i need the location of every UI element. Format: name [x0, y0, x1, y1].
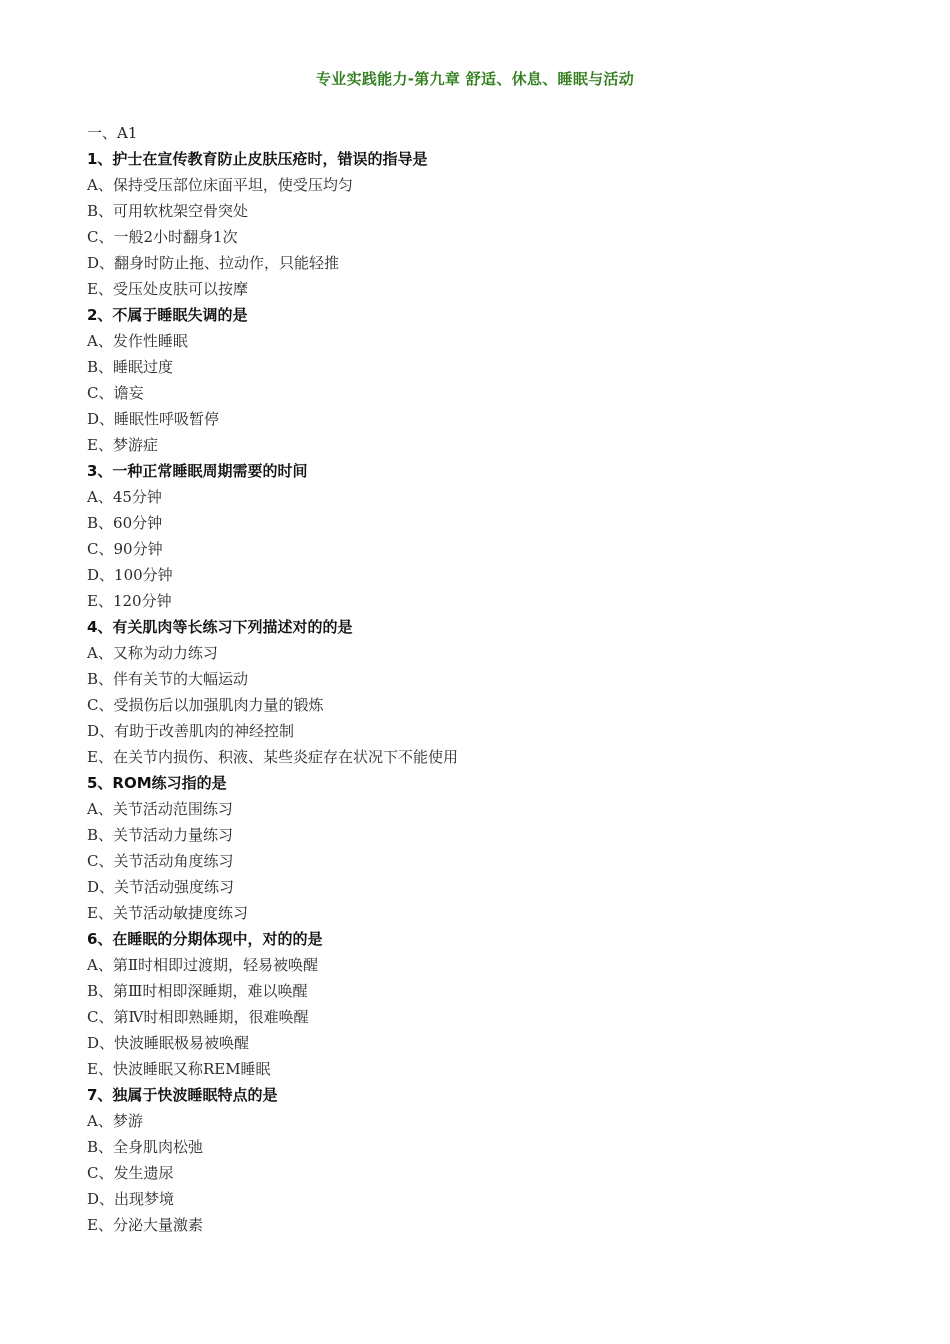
question-stem: 4、有关肌肉等长练习下列描述对的的是 [87, 618, 353, 636]
question-block [87, 614, 907, 770]
option-b: B、睡眠过度 [87, 358, 174, 376]
question-block [87, 770, 907, 926]
question-block [87, 458, 907, 614]
question-block [87, 926, 907, 1082]
option-b: B、关节活动力量练习 [87, 826, 234, 844]
option-c: C、关节活动角度练习 [87, 852, 234, 870]
option-e: E、关节活动敏捷度练习 [87, 904, 248, 922]
option-a: A、保持受压部位床面平坦，使受压均匀 [87, 176, 353, 194]
option-d: D、快波睡眠极易被唤醒 [87, 1034, 250, 1052]
option-a: A、45分钟 [87, 488, 162, 506]
option-d: D、出现梦境 [87, 1190, 175, 1208]
option-b: B、全身肌肉松弛 [87, 1138, 204, 1156]
option-d: D、翻身时防止拖、拉动作，只能轻推 [87, 254, 340, 272]
option-e: E、快波睡眠又称REM睡眠 [87, 1060, 271, 1078]
option-c: C、谵妄 [87, 384, 144, 402]
question-stem: 7、独属于快波睡眠特点的是 [87, 1086, 278, 1104]
option-e: E、受压处皮肤可以按摩 [87, 280, 248, 298]
page-title: 专业实践能力-第九章 舒适、休息、睡眠与活动 [315, 70, 635, 88]
option-c: C、受损伤后以加强肌肉力量的锻炼 [87, 696, 324, 714]
option-d: D、关节活动强度练习 [87, 878, 235, 896]
question-list [87, 120, 907, 1238]
option-a: A、梦游 [87, 1112, 143, 1130]
option-c: C、90分钟 [87, 540, 163, 558]
section-heading: 一、A1 [87, 124, 138, 142]
option-b: B、第Ⅲ时相即深睡期，难以唤醒 [87, 982, 308, 1000]
option-d: D、有助于改善肌肉的神经控制 [87, 722, 295, 740]
question-stem: 6、在睡眠的分期体现中，对的的是 [87, 930, 323, 948]
option-a: A、关节活动范围练习 [87, 800, 233, 818]
option-c: C、发生遗尿 [87, 1164, 174, 1182]
option-a: A、又称为动力练习 [87, 644, 218, 662]
option-e: E、分泌大量激素 [87, 1216, 203, 1234]
option-d: D、100分钟 [87, 566, 173, 584]
question-stem: 1、护士在宣传教育防止皮肤压疮时，错误的指导是 [87, 150, 428, 168]
question-block [87, 302, 907, 458]
option-b: B、可用软枕架空骨突处 [87, 202, 249, 220]
option-e: E、在关节内损伤、积液、某些炎症存在状况下不能使用 [87, 748, 458, 766]
option-e: E、梦游症 [87, 436, 158, 454]
option-c: C、一般2小时翻身1次 [87, 228, 238, 246]
option-b: B、伴有关节的大幅运动 [87, 670, 249, 688]
option-a: A、第Ⅱ时相即过渡期，轻易被唤醒 [87, 956, 319, 974]
question-stem: 5、ROM练习指的是 [87, 774, 227, 792]
option-b: B、60分钟 [87, 514, 163, 532]
question-stem: 2、不属于睡眠失调的是 [87, 306, 248, 324]
option-d: D、睡眠性呼吸暂停 [87, 410, 220, 428]
option-a: A、发作性睡眠 [87, 332, 188, 350]
question-block [87, 1082, 907, 1238]
option-e: E、120分钟 [87, 592, 172, 610]
question-block [87, 146, 907, 302]
option-c: C、第Ⅳ时相即熟睡期，很难唤醒 [87, 1008, 309, 1026]
question-stem: 3、一种正常睡眠周期需要的时间 [87, 462, 308, 480]
